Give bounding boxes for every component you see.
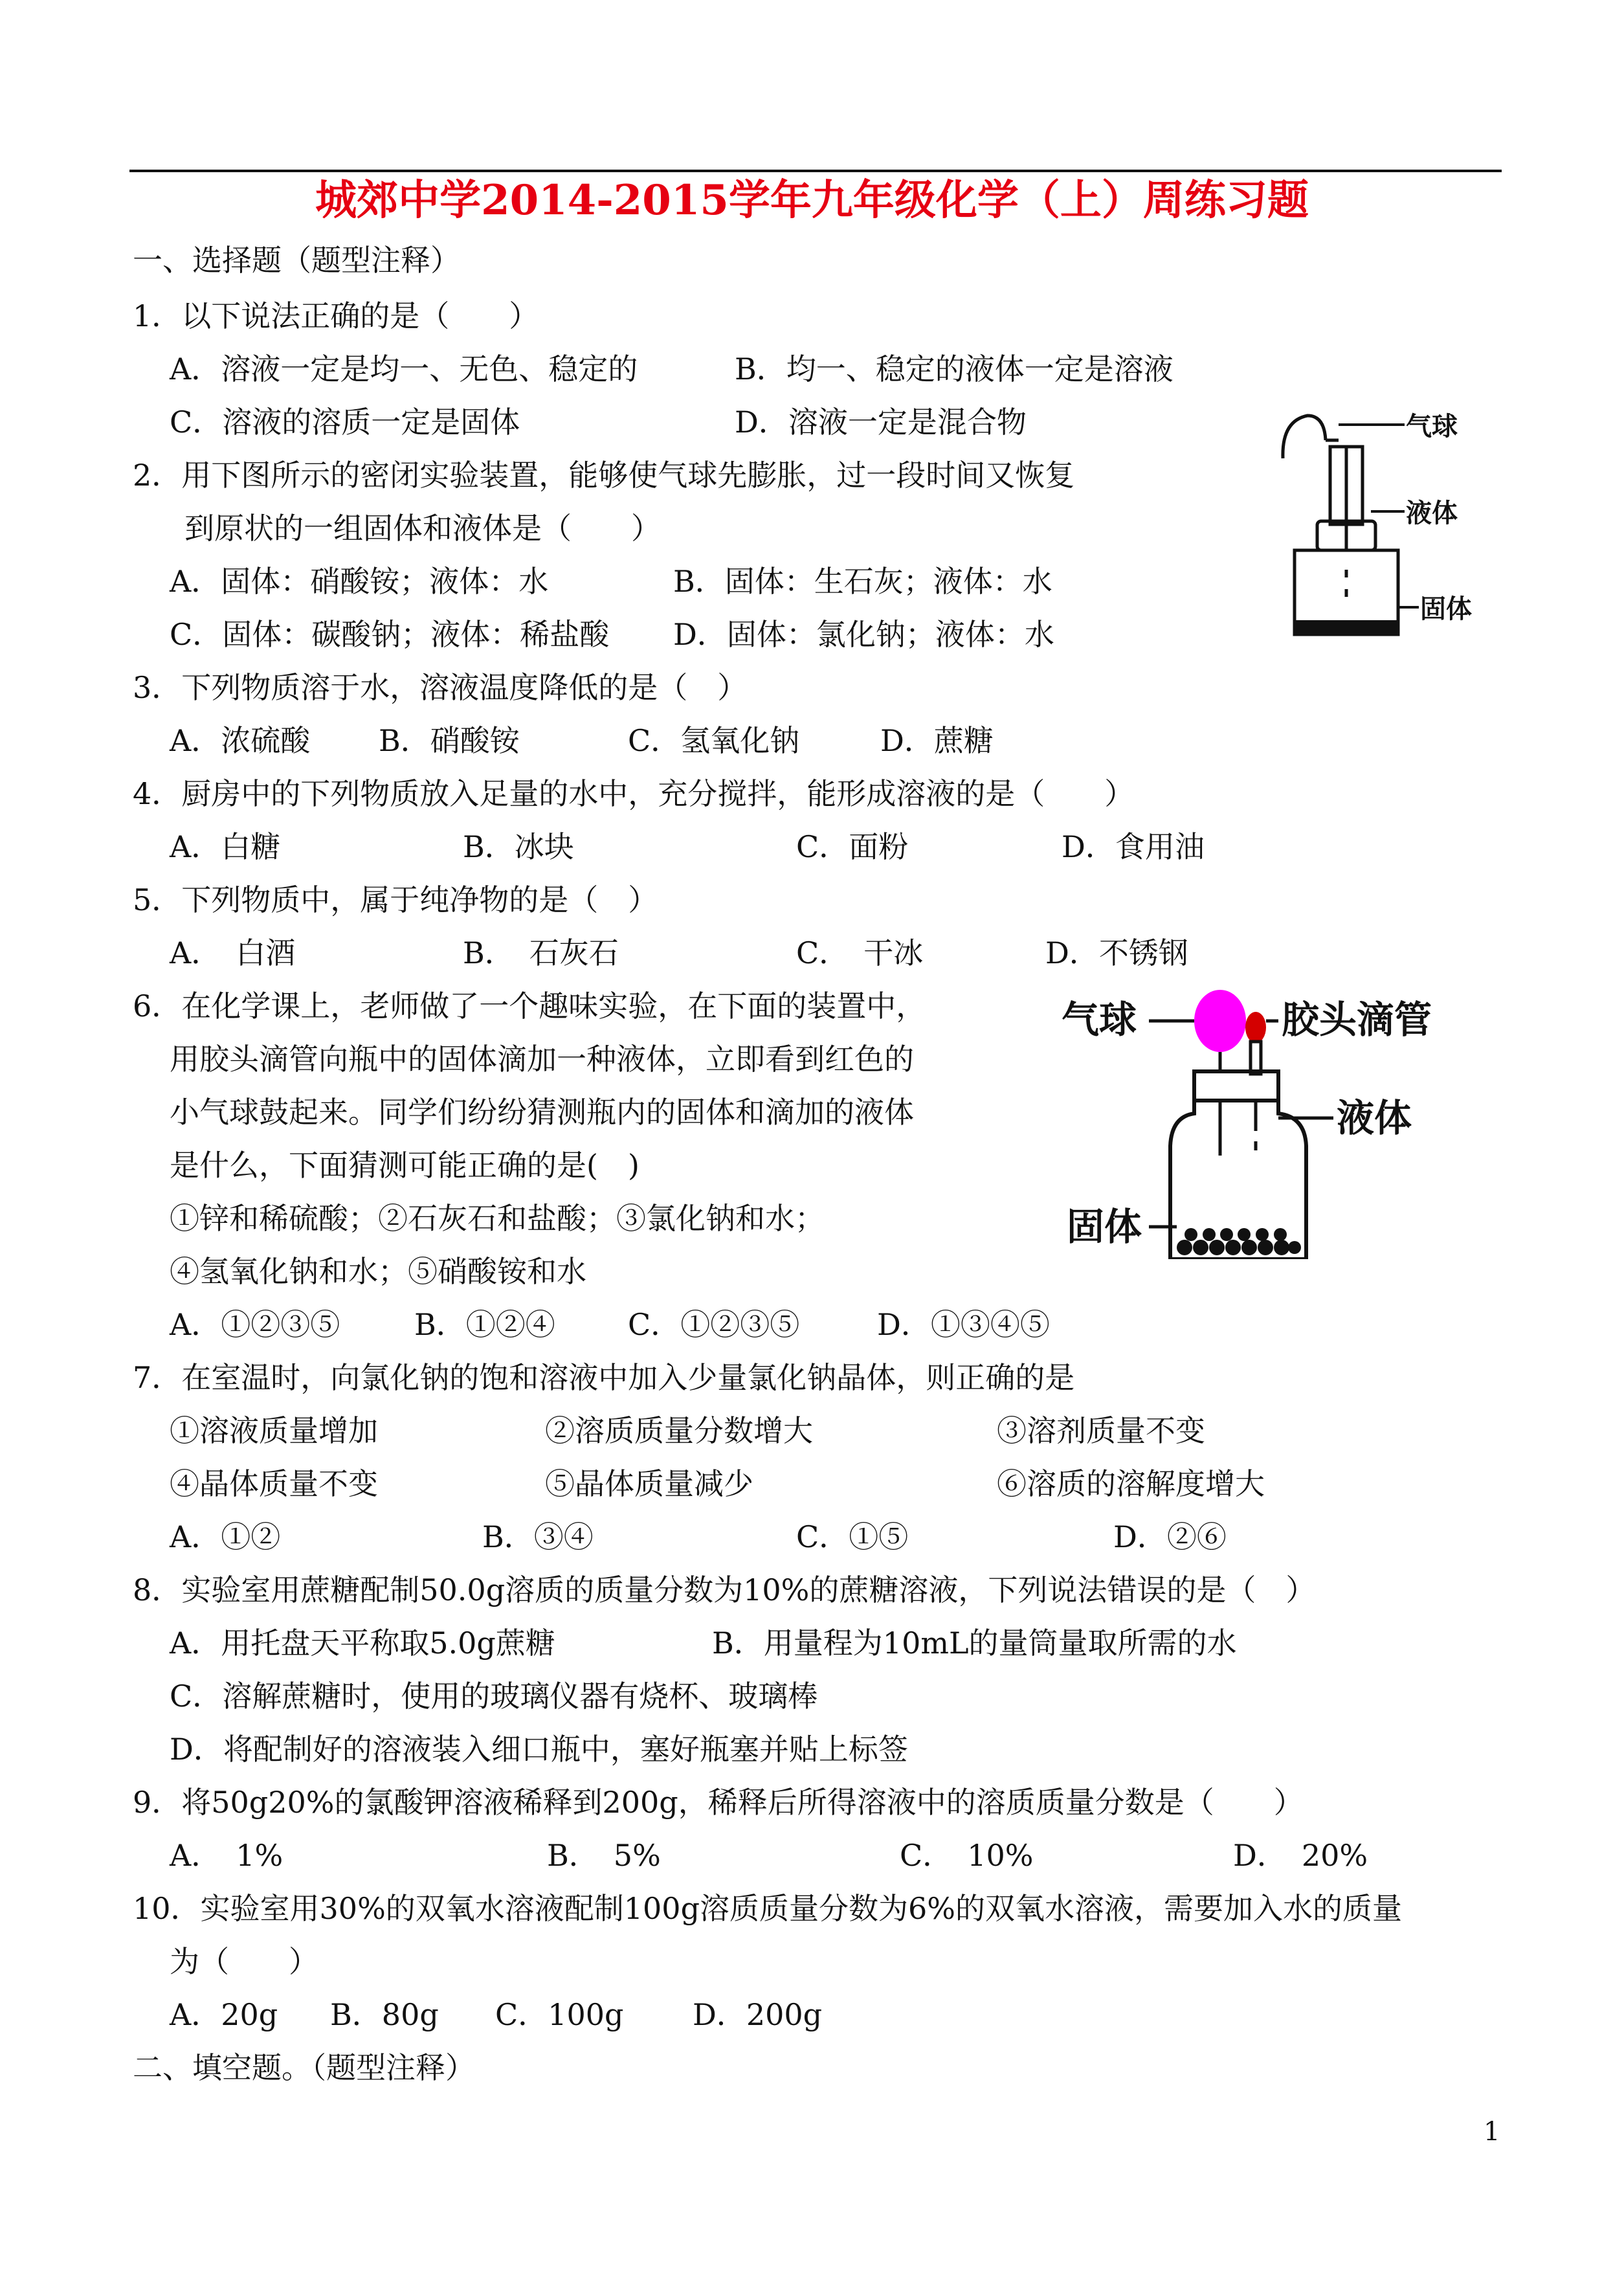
q9-option-a: A． 1% xyxy=(170,1838,284,1873)
q6-option-c: C．①②③⑤ xyxy=(628,1307,800,1342)
q7-option-c: C．①⑤ xyxy=(796,1519,909,1554)
q9-option-b: B． 5% xyxy=(547,1838,661,1873)
page-title: 城郊中学2014-2015学年九年级化学（上）周练习题 xyxy=(315,176,1309,225)
q10-option-d: D．200g xyxy=(693,1997,823,2032)
q10-option-c: C．100g xyxy=(495,1997,624,2032)
q7-statement-4: ④晶体质量不变 xyxy=(170,1466,378,1501)
q8-option-c: C．溶解蔗糖时，使用的玻璃仪器有烧杯、玻璃棒 xyxy=(170,1679,818,1714)
header-rule xyxy=(129,170,1502,172)
q6-stem-line3: 小气球鼓起来。同学们纷纷猜测瓶内的固体和滴加的液体 xyxy=(170,1095,914,1130)
q2-option-d: D．固体：氯化钠；液体：水 xyxy=(673,617,1054,652)
dropper-bulb-shape xyxy=(1245,1012,1266,1043)
q3-option-d: D．蔗糖 xyxy=(880,723,994,758)
q7-option-b: B．③④ xyxy=(482,1519,594,1554)
q5-option-c: C． 干冰 xyxy=(796,935,924,970)
q6-stem-line2: 用胶头滴管向瓶中的固体滴加一种液体，立即看到红色的 xyxy=(170,1042,914,1077)
q6-option-a: A．①②③⑤ xyxy=(170,1307,340,1342)
q7-option-a: A．①② xyxy=(170,1519,281,1554)
solid-layer xyxy=(1296,620,1397,633)
q2-stem-line2: 到原状的一组固体和液体是（ ） xyxy=(184,511,661,546)
q4-option-d: D．食用油 xyxy=(1062,829,1205,864)
red-balloon-shape xyxy=(1194,990,1246,1052)
q4-option-c: C．面粉 xyxy=(796,829,909,864)
q10-stem-line2: 为（ ） xyxy=(170,1944,318,1979)
q1-option-c: C．溶液的溶质一定是固体 xyxy=(170,405,520,440)
q4-option-a: A．白糖 xyxy=(170,829,281,864)
q6-choices-line2: ④氢氧化钠和水；⑤硝酸铵和水 xyxy=(170,1254,586,1289)
q7-option-d: D．②⑥ xyxy=(1113,1519,1227,1554)
q6-stem-line1: 6．在化学课上，老师做了一个趣味实验，在下面的装置中， xyxy=(133,989,926,1023)
balloon-shape xyxy=(1283,416,1326,458)
q1-option-d: D．溶液一定是混合物 xyxy=(735,405,1027,440)
q8-option-b: B．用量程为10mL的量筒量取所需的水 xyxy=(712,1626,1237,1661)
q2-option-c: C．固体：碳酸钠；液体：稀盐酸 xyxy=(170,617,610,652)
q6-option-b: B．①②④ xyxy=(414,1307,555,1342)
q6-label-liquid: 液体 xyxy=(1337,1096,1412,1140)
section-heading-choice: 一、选择题（题型注释） xyxy=(133,243,460,278)
q5-option-b: B． 石灰石 xyxy=(463,935,619,970)
q2-stem-line1: 2．用下图所示的密闭实验装置，能够使气球先膨胀，过一段时间又恢复 xyxy=(133,458,1075,493)
q2-label-liquid: 液体 xyxy=(1406,498,1458,528)
q7-statement-3: ③溶剂质量不变 xyxy=(997,1413,1205,1448)
q4-option-b: B．冰块 xyxy=(463,829,574,864)
q8-stem: 8．实验室用蔗糖配制50.0g溶质的质量分数为10%的蔗糖溶液，下列说法错误的是（ ） xyxy=(133,1572,1316,1607)
q7-statement-5: ⑤晶体质量减少 xyxy=(545,1466,753,1501)
q5-option-d: D．不锈钢 xyxy=(1045,935,1188,970)
q9-stem: 9．将50g20%的氯酸钾溶液稀释到200g，稀释后所得溶液中的溶质质量分数是（ ） xyxy=(133,1785,1304,1820)
section-heading-fill-in: 二、填空题。（题型注释） xyxy=(133,2050,475,2085)
q6-stem-line4: 是什么，下面猜测可能正确的是( ) xyxy=(170,1148,640,1183)
q2-option-b: B．固体：生石灰；液体：水 xyxy=(673,564,1052,599)
q3-option-a: A．浓硫酸 xyxy=(170,723,311,758)
page-number: 1 xyxy=(1484,2117,1500,2147)
q6-option-d: D．①③④⑤ xyxy=(877,1307,1050,1342)
q8-option-a: A．用托盘天平称取5.0g蔗糖 xyxy=(170,1626,555,1661)
q8-option-d: D．将配制好的溶液装入细口瓶中，塞好瓶塞并贴上标签 xyxy=(170,1732,908,1767)
q7-statement-1: ①溶液质量增加 xyxy=(170,1413,378,1448)
q9-option-c: C． 10% xyxy=(900,1838,1034,1873)
q10-stem-line1: 10．实验室用30%的双氧水溶液配制100g溶质质量分数为6%的双氧水溶液，需要加入水的质量 xyxy=(133,1891,1402,1926)
q5-stem: 5．下列物质中，属于纯净物的是（ ） xyxy=(133,882,658,917)
q3-option-c: C．氢氧化钠 xyxy=(628,723,800,758)
q2-apparatus-figure xyxy=(1269,401,1489,647)
q3-stem: 3．下列物质溶于水，溶液温度降低的是（ ） xyxy=(133,670,748,705)
q7-statement-6: ⑥溶质的溶解度增大 xyxy=(997,1466,1265,1501)
q7-stem: 7．在室温时，向氯化钠的饱和溶液中加入少量氯化钠晶体，则正确的是 xyxy=(133,1360,1075,1395)
q6-label-dropper: 胶头滴管 xyxy=(1282,998,1432,1042)
q9-option-d: D． 20% xyxy=(1233,1838,1368,1873)
q2-label-balloon: 气球 xyxy=(1406,412,1458,442)
q6-choices-line1: ①锌和稀硫酸；②石灰石和盐酸；③氯化钠和水； xyxy=(170,1201,825,1236)
q4-stem: 4．厨房中的下列物质放入足量的水中，充分搅拌，能形成溶液的是（ ） xyxy=(133,776,1135,811)
q6-label-solid: 固体 xyxy=(1067,1205,1142,1249)
q6-label-balloon: 气球 xyxy=(1062,998,1137,1042)
q5-option-a: A． 白酒 xyxy=(170,935,296,970)
q10-option-a: A．20g xyxy=(170,1997,278,2032)
q7-statement-2: ②溶质质量分数增大 xyxy=(545,1413,813,1448)
q1-option-a: A．溶液一定是均一、无色、稳定的 xyxy=(170,352,638,386)
q6-apparatus-figure xyxy=(1062,981,1476,1259)
q3-option-b: B．硝酸铵 xyxy=(379,723,520,758)
q1-stem: 1．以下说法正确的是（ ） xyxy=(133,298,539,333)
q2-label-solid: 固体 xyxy=(1420,594,1472,624)
q2-option-a: A．固体：硝酸铵；液体：水 xyxy=(170,564,549,599)
q1-option-b: B．均一、稳定的液体一定是溶液 xyxy=(735,352,1174,386)
q10-option-b: B．80g xyxy=(330,1997,439,2032)
